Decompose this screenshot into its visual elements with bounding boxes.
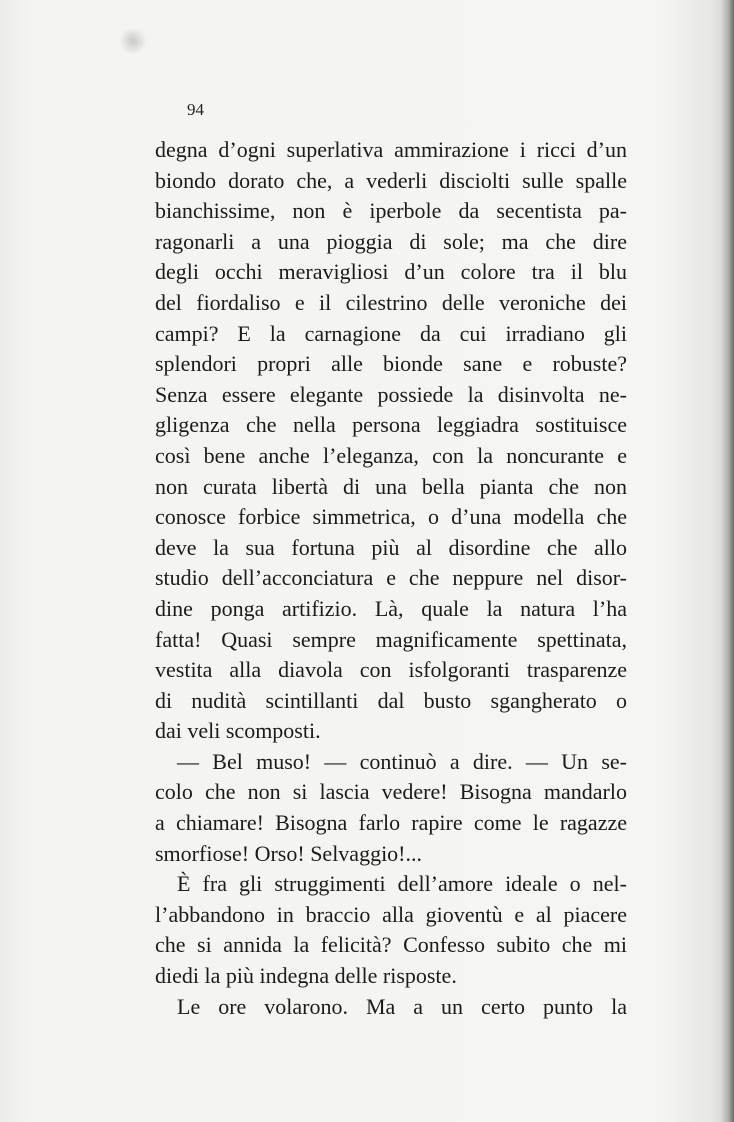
text-line: così bene anche l’eleganza, con la noncurante e <box>155 442 627 468</box>
text-line: conosce forbice simmetrica, o d’una modella che <box>155 504 627 530</box>
scan-smudge <box>118 28 148 54</box>
text-line: che si annida la felicità? Confesso subito che mi <box>155 932 627 958</box>
text-line: splendori propri alle bionde sane e robuste? <box>155 351 627 377</box>
text-line: studio dell’acconciatura e che neppure nel disor- <box>155 565 627 591</box>
text-line: del fiordaliso e il cilestrino delle veroniche dei <box>155 289 627 315</box>
text-line: colo che non si lascia vedere! Bisogna mandarlo <box>155 779 627 805</box>
text-line: ragonarli a una pioggia di sole; ma che dire <box>155 228 627 254</box>
body-text <box>155 135 627 1022</box>
text-line: l’abbandono in braccio alla gioventù e al piacere <box>155 901 627 927</box>
text-line: — Bel muso! — continuò a dire. — Un se- <box>177 748 627 774</box>
text-line: non curata libertà di una bella pianta che non <box>155 473 627 499</box>
text-line: Le ore volarono. Ma a un certo punto la <box>177 993 627 1019</box>
text-line: di nudità scintillanti dal busto sgangherato o <box>155 687 627 713</box>
page-edge-shadow <box>720 0 734 1122</box>
text-line: vestita alla diavola con isfolgoranti trasparenze <box>155 657 627 683</box>
text-line: degna d’ogni superlativa ammirazione i ricci d’un <box>155 137 627 162</box>
text-line: smorfiose! Orso! Selvaggio!... <box>155 840 423 866</box>
text-line: gligenza che nella persona leggiadra sostituisce <box>155 412 627 438</box>
text-line: diedi la più indegna delle risposte. <box>155 963 457 989</box>
text-line: a chiamare! Bisogna farlo rapire come le ragazze <box>155 810 627 836</box>
text-line: dine ponga artifizio. Là, quale la natura l’ha <box>155 595 627 621</box>
text-line: dai veli scomposti. <box>155 718 321 744</box>
text-line: degli occhi meravigliosi d’un colore tra il blu <box>155 259 627 285</box>
text-line: fatta! Quasi sempre magnificamente spettinata, <box>155 626 627 652</box>
text-line: campi? E la carnagione da cui irradiano gli <box>155 320 627 346</box>
page-number: 94 <box>187 100 204 119</box>
text-line: È fra gli struggimenti dell’amore ideale o nel- <box>177 871 627 897</box>
text-line: deve la sua fortuna più al disordine che allo <box>155 534 627 560</box>
text-line: biondo dorato che, a vederli disciolti sulle spalle <box>155 167 627 193</box>
text-line: Senza essere elegante possiede la disinvolta ne- <box>155 381 627 407</box>
text-line: bianchissime, non è iperbole da secentista pa- <box>155 198 627 224</box>
